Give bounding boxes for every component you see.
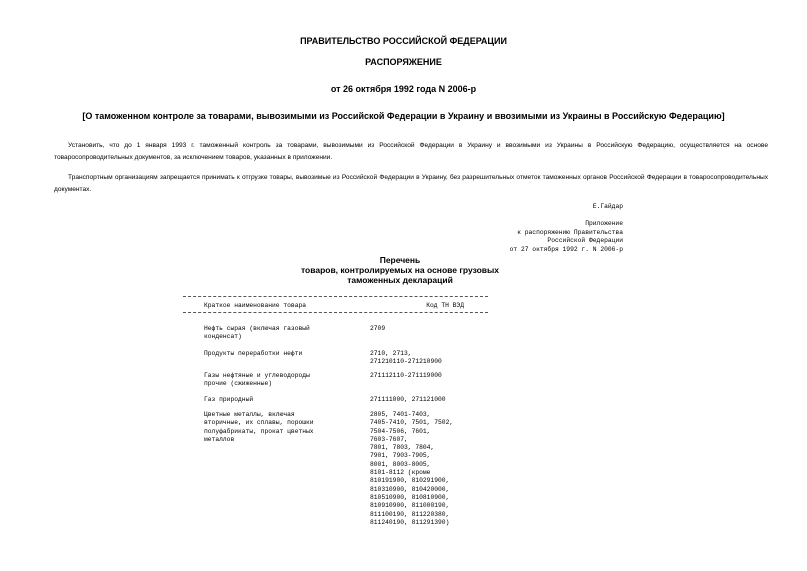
list-title: Перечень товаров, контролируемых на основе грузовых таможенных деклараций bbox=[300, 255, 499, 285]
document-subject: [О таможенном контроле за товарами, вывозимыми из Российской Федерации в Украину и ввозимыми из Украины в Российскую Федерацию] bbox=[82, 111, 725, 121]
table-row-name: Цветные металлы, включая вторичные, их сплавы, порошки полуфабрикаты, прокат цветных металлов bbox=[204, 411, 314, 443]
document-date-number: от 26 октября 1992 года N 2006-р bbox=[330, 84, 477, 94]
table-row-name: Продукты переработки нефти bbox=[204, 350, 303, 357]
table-row-code: 2710, 2713, 271210110-271210900 bbox=[370, 350, 442, 366]
signer-name: Е.Гайдар bbox=[592, 203, 623, 210]
table-row-code: 271111000, 271121000 bbox=[370, 396, 446, 403]
body-paragraph-1: Установить, что до 1 января 1993 г. таможенный контроль за товарами, вывозимыми из Российской Федерации в Украину и ввозимыми из Украины в Российскую Федерацию, осуществляется на основе товаросопроводительных документов, за исключением товаров, указанных в приложении. bbox=[54, 142, 768, 161]
body-paragraph-2: Транспортным организациям запрещается принимать к отгрузке товары, вывозимые из Российской Федерации в Украину, без разрешительных отметок таможенных органов Российской Федерации в товаросопроводительных документах. bbox=[54, 174, 768, 193]
table-row-code: 271112110-271119000 bbox=[370, 372, 442, 379]
table-row-name: Нефть сырая (включая газовый конденсат) bbox=[204, 325, 310, 341]
table-row-code: 2709 bbox=[370, 325, 386, 332]
column-header-name: Краткое наименование товара bbox=[204, 302, 307, 309]
table-top-rule bbox=[183, 296, 488, 297]
column-header-code: Код ТН ВЭД bbox=[426, 302, 464, 309]
government-heading: ПРАВИТЕЛЬСТВО РОССИЙСКОЙ ФЕДЕРАЦИИ bbox=[300, 36, 507, 46]
table-row-name: Газы нефтяные и углеводороды прочие (сжиженные) bbox=[204, 372, 310, 388]
table-row-name: Газ природный bbox=[204, 396, 254, 403]
table-header-rule bbox=[183, 312, 488, 313]
table-row-code: 2805, 7401-7403, 7405-7410, 7501, 7502, 7504-7506, 7601, 7603-7607, 7801, 7803, 7804, 7901, 7903-7905, 8001, 8003-8005, 8101-8112 (кроме 810191900, 810291900, 810310900, 810420000, 810510900, 810810900, 810910900, 811000190, 811100190, 811220380, 811240190, 811291390) bbox=[370, 411, 454, 526]
document-type: РАСПОРЯЖЕНИЕ bbox=[365, 57, 442, 67]
appendix-reference: Приложение к распоряжению Правительства Российской Федерации от 27 октября 1992 г. N 2006-р bbox=[509, 220, 623, 253]
